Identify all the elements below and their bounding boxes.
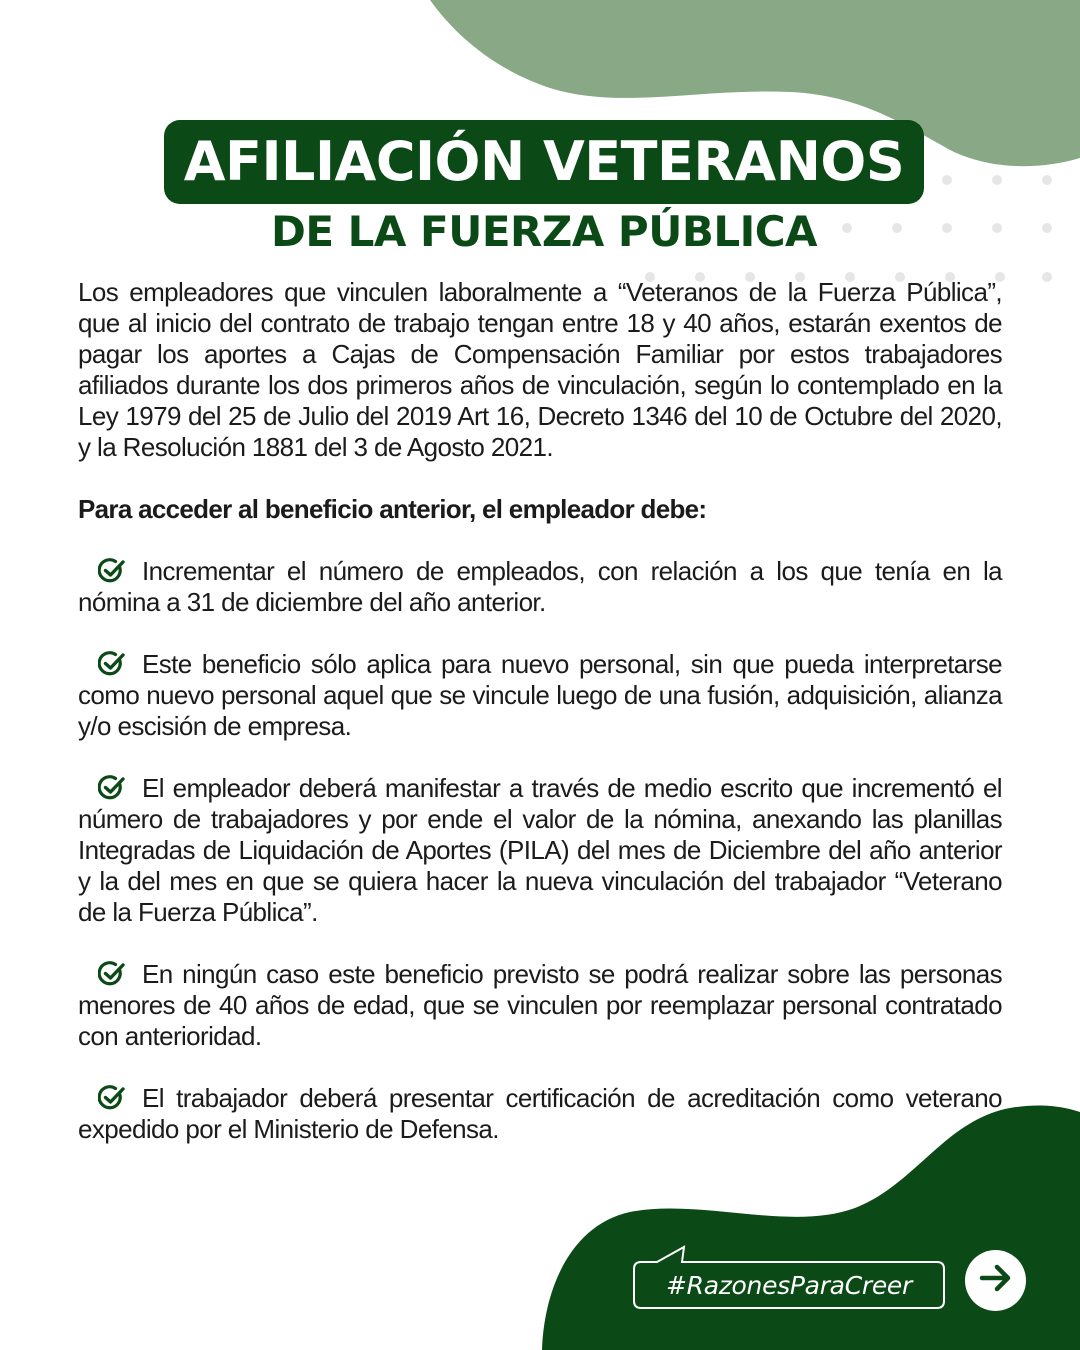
requirement-text: Incrementar el número de empleados, con relación a los que tenía en la nómina a 31 de diciembre del año anterior.	[78, 556, 1002, 617]
title-banner	[164, 120, 924, 204]
requirement-item	[78, 649, 1002, 742]
intro-paragraph: Los empleadores que vinculen laboralmente a “Veteranos de la Fuerza Pública”, que al inicio del contrato de trabajo tengan entre 18 y 40 años, estarán exentos de pagar los aportes a Cajas de Compensación Familiar por estos trabajadores afiliados durante los dos primeros años de vinculación, según lo contemplado en la Ley 1979 del 25 de Julio del 2019 Art 16, Decreto 1346 del 10 de Octubre del 2020, y la Resolución 1881 del 3 de Agosto 2021.	[78, 277, 1002, 462]
page-subtitle: DE LA FUERZA PÚBLICA	[270, 207, 818, 256]
check-circle-icon	[98, 775, 126, 801]
next-button[interactable]	[965, 1250, 1026, 1311]
hashtag-label: #RazonesParaCreer	[666, 1270, 912, 1300]
requirement-text: En ningún caso este beneficio previsto se podrá realizar sobre las personas menores de 40 años de edad, que se vinculen por reemplazar personal contratado con anterioridad.	[78, 959, 1002, 1051]
requirements-lead: Para acceder al beneficio anterior, el empleador debe:	[78, 494, 707, 524]
requirement-item	[78, 1083, 1002, 1145]
page-title: AFILIACIÓN VETERANOS	[183, 130, 905, 193]
check-circle-icon	[98, 558, 126, 584]
content	[78, 277, 1002, 1176]
requirement-item	[78, 556, 1002, 618]
requirement-text: El empleador deberá manifestar a través de medio escrito que incrementó el número de trabajadores y por ende el valor de la nómina, anexando las planillas Integradas de Liquidación de Aportes (PILA) del mes de Diciembre del año anterior y la del mes en que se quiera hacer la nueva vinculación del trabajador “Veterano de la Fuerza Pública”.	[78, 773, 1002, 927]
requirement-item	[78, 959, 1002, 1052]
arrow-right-icon	[979, 1263, 1013, 1298]
requirement-text: El trabajador deberá presentar certificación de acreditación como veterano expedido por el Ministerio de Defensa.	[78, 1083, 1002, 1144]
check-circle-icon	[98, 1085, 126, 1111]
requirement-item	[78, 773, 1002, 928]
check-circle-icon	[98, 651, 126, 677]
requirement-text: Este beneficio sólo aplica para nuevo personal, sin que pueda interpretarse como nuevo personal aquel que se vincule luego de una fusión, adquisición, alianza y/o escisión de empresa.	[78, 649, 1002, 741]
check-circle-icon	[98, 961, 126, 987]
